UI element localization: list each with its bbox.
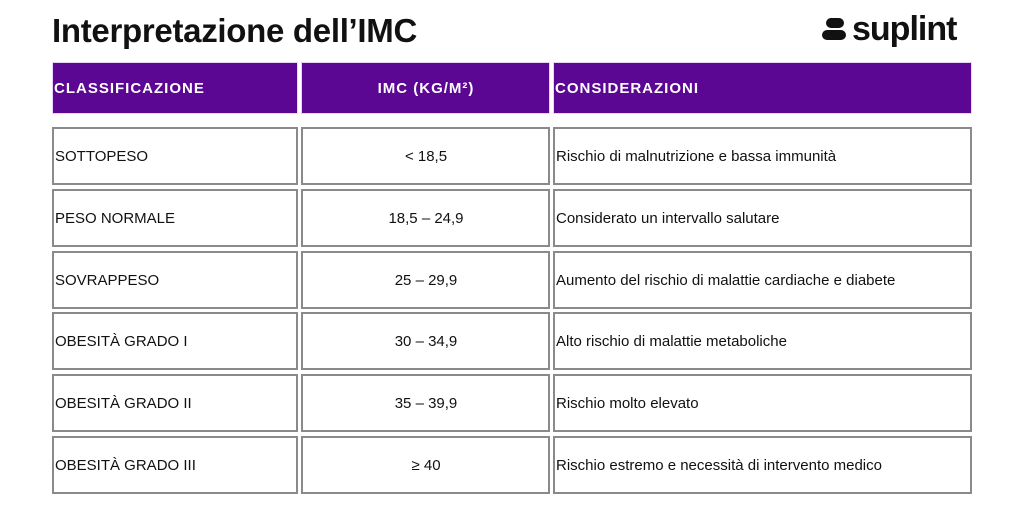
header-considerazioni: CONSIDERAZIONI [553,62,972,114]
table-row [52,374,972,432]
classification-cell: OBESITÀ GRADO I [52,312,298,370]
considerations-cell: Aumento del rischio di malattie cardiache e diabete [553,251,972,309]
table-row [52,312,972,370]
page-title: Interpretazione dell’IMC [52,12,418,49]
considerations-cell: Considerato un intervallo salutare [553,189,972,247]
considerations-cell: Rischio molto elevato [553,374,972,432]
table-row [52,436,972,494]
considerations-cell: Rischio estremo e necessità di intervento medico [553,436,972,494]
table-row [52,189,972,247]
classification-cell: SOTTOPESO [52,127,298,185]
header-imc: IMC (KG/M²) [301,62,550,114]
considerations-cell: Rischio di malnutrizione e bassa immunità [553,127,972,185]
table-row [52,251,972,309]
classification-cell: OBESITÀ GRADO II [52,374,298,432]
imc-cell: 35 – 39,9 [301,374,550,432]
imc-cell: < 18,5 [301,127,550,185]
table-header [52,62,972,114]
imc-cell: 30 – 34,9 [301,312,550,370]
imc-cell: ≥ 40 [301,436,550,494]
considerations-cell: Alto rischio di malattie metaboliche [553,312,972,370]
capsule-icon [822,18,848,40]
imc-cell: 18,5 – 24,9 [301,189,550,247]
suplint-logo [822,12,956,46]
header-classificazione: CLASSIFICAZIONE [52,62,298,114]
classification-cell: PESO NORMALE [52,189,298,247]
table-row [52,127,972,185]
logo-text: suplint [852,10,957,48]
classification-cell: OBESITÀ GRADO III [52,436,298,494]
imc-cell: 25 – 29,9 [301,251,550,309]
classification-cell: SOVRAPPESO [52,251,298,309]
